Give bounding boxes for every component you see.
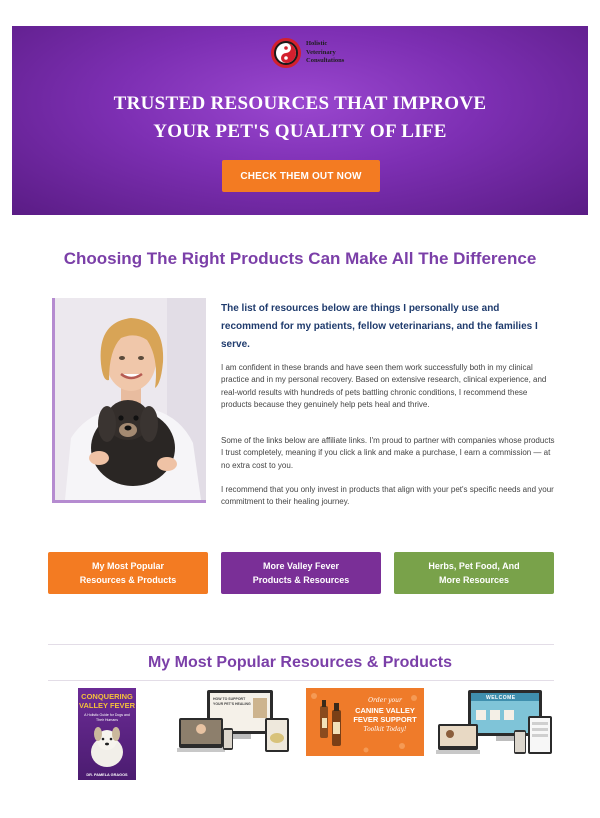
- yin-yang-logo-icon: [271, 38, 301, 68]
- valley-fever-products-button[interactable]: [221, 552, 381, 594]
- herbs-line-1: Herbs, Pet Food, And: [428, 561, 520, 571]
- section-divider-top: [48, 644, 554, 645]
- online-course-bundle[interactable]: [177, 688, 293, 756]
- valley-fever-line-1: More Valley Fever: [262, 561, 340, 571]
- valley-fever-line-2: Products & Resources: [252, 575, 350, 585]
- section-divider-bottom: [48, 680, 554, 681]
- book-subtitle: A Holistic Guide for Dogs and Their Humans: [84, 713, 130, 722]
- vet-with-dog-photo: [52, 298, 206, 503]
- check-them-out-button[interactable]: CHECK THEM OUT NOW: [222, 160, 380, 192]
- support-title-line-2: FEVER SUPPORT: [353, 715, 417, 724]
- support-script-text: Order your: [368, 697, 402, 704]
- book-dog-image: [86, 724, 128, 768]
- brand-logo[interactable]: [271, 38, 344, 68]
- hero-title-line-2: YOUR PET'S QUALITY OF LIFE: [153, 121, 447, 142]
- herbs-line-2: More Resources: [438, 575, 509, 585]
- welcome-screen-text: WELCOME: [486, 695, 516, 701]
- logo-line-2: Veterinary: [306, 48, 336, 56]
- recommendation-paragraph: I recommend that you only invest in products that align with your pet's specific needs and your commitment to their healing journey.: [221, 485, 554, 507]
- course-screen-text: HOW TO SUPPORT YOUR PET'S HEALING: [213, 697, 251, 706]
- section-title: Choosing The Right Products Can Make All The Difference: [63, 249, 537, 268]
- products-section-title: My Most Popular Resources & Products: [147, 654, 453, 671]
- hero-title-line-1: TRUSTED RESOURCES THAT IMPROVE: [113, 93, 487, 114]
- herbs-pet-food-button[interactable]: [394, 552, 554, 594]
- intro-lead-text: The list of resources below are things I personally use and recommend for my patients, fellow veterinarians, and the families I serve.: [221, 303, 538, 350]
- book-title-line-2: VALLEY FEVER: [79, 701, 135, 710]
- canine-valley-fever-support-kit[interactable]: [306, 688, 424, 756]
- logo-line-1: Holistic: [306, 40, 328, 48]
- logo-line-3: Consultations: [306, 57, 345, 65]
- affiliate-disclosure-paragraph: Some of the links below are affiliate links. I'm proud to partner with companies whose products I trust completely, meaning if you click a link and make a purchase, I earn a commission — at no extra cost to you.: [221, 436, 555, 470]
- book-title-line-1: CONQUERING: [81, 692, 133, 701]
- intro-paragraph-1: I am confident in these brands and have seen them work successfully both in my clinical practice and in my personal recovery. Based on extensive research, clinical experience, and real-world results with hundreds of pets battling chronic conditions, I recommend these products because they genuinely help pets heal and thrive.: [221, 363, 547, 410]
- popular-resources-line-2: Resources & Products: [79, 575, 177, 585]
- hero-banner: [12, 26, 588, 215]
- conquering-valley-fever-book[interactable]: [78, 688, 136, 780]
- logo-text: [306, 40, 344, 66]
- hero-title: [12, 90, 588, 146]
- popular-resources-line-1: My Most Popular: [91, 561, 164, 571]
- support-title-line-1: CANINE VALLEY: [355, 706, 415, 715]
- membership-platform-bundle[interactable]: [436, 688, 554, 758]
- book-author: DR. PAMELA GRAGOS: [86, 773, 128, 777]
- popular-resources-button[interactable]: [48, 552, 208, 594]
- support-tagline: Toolkit Today!: [363, 726, 407, 733]
